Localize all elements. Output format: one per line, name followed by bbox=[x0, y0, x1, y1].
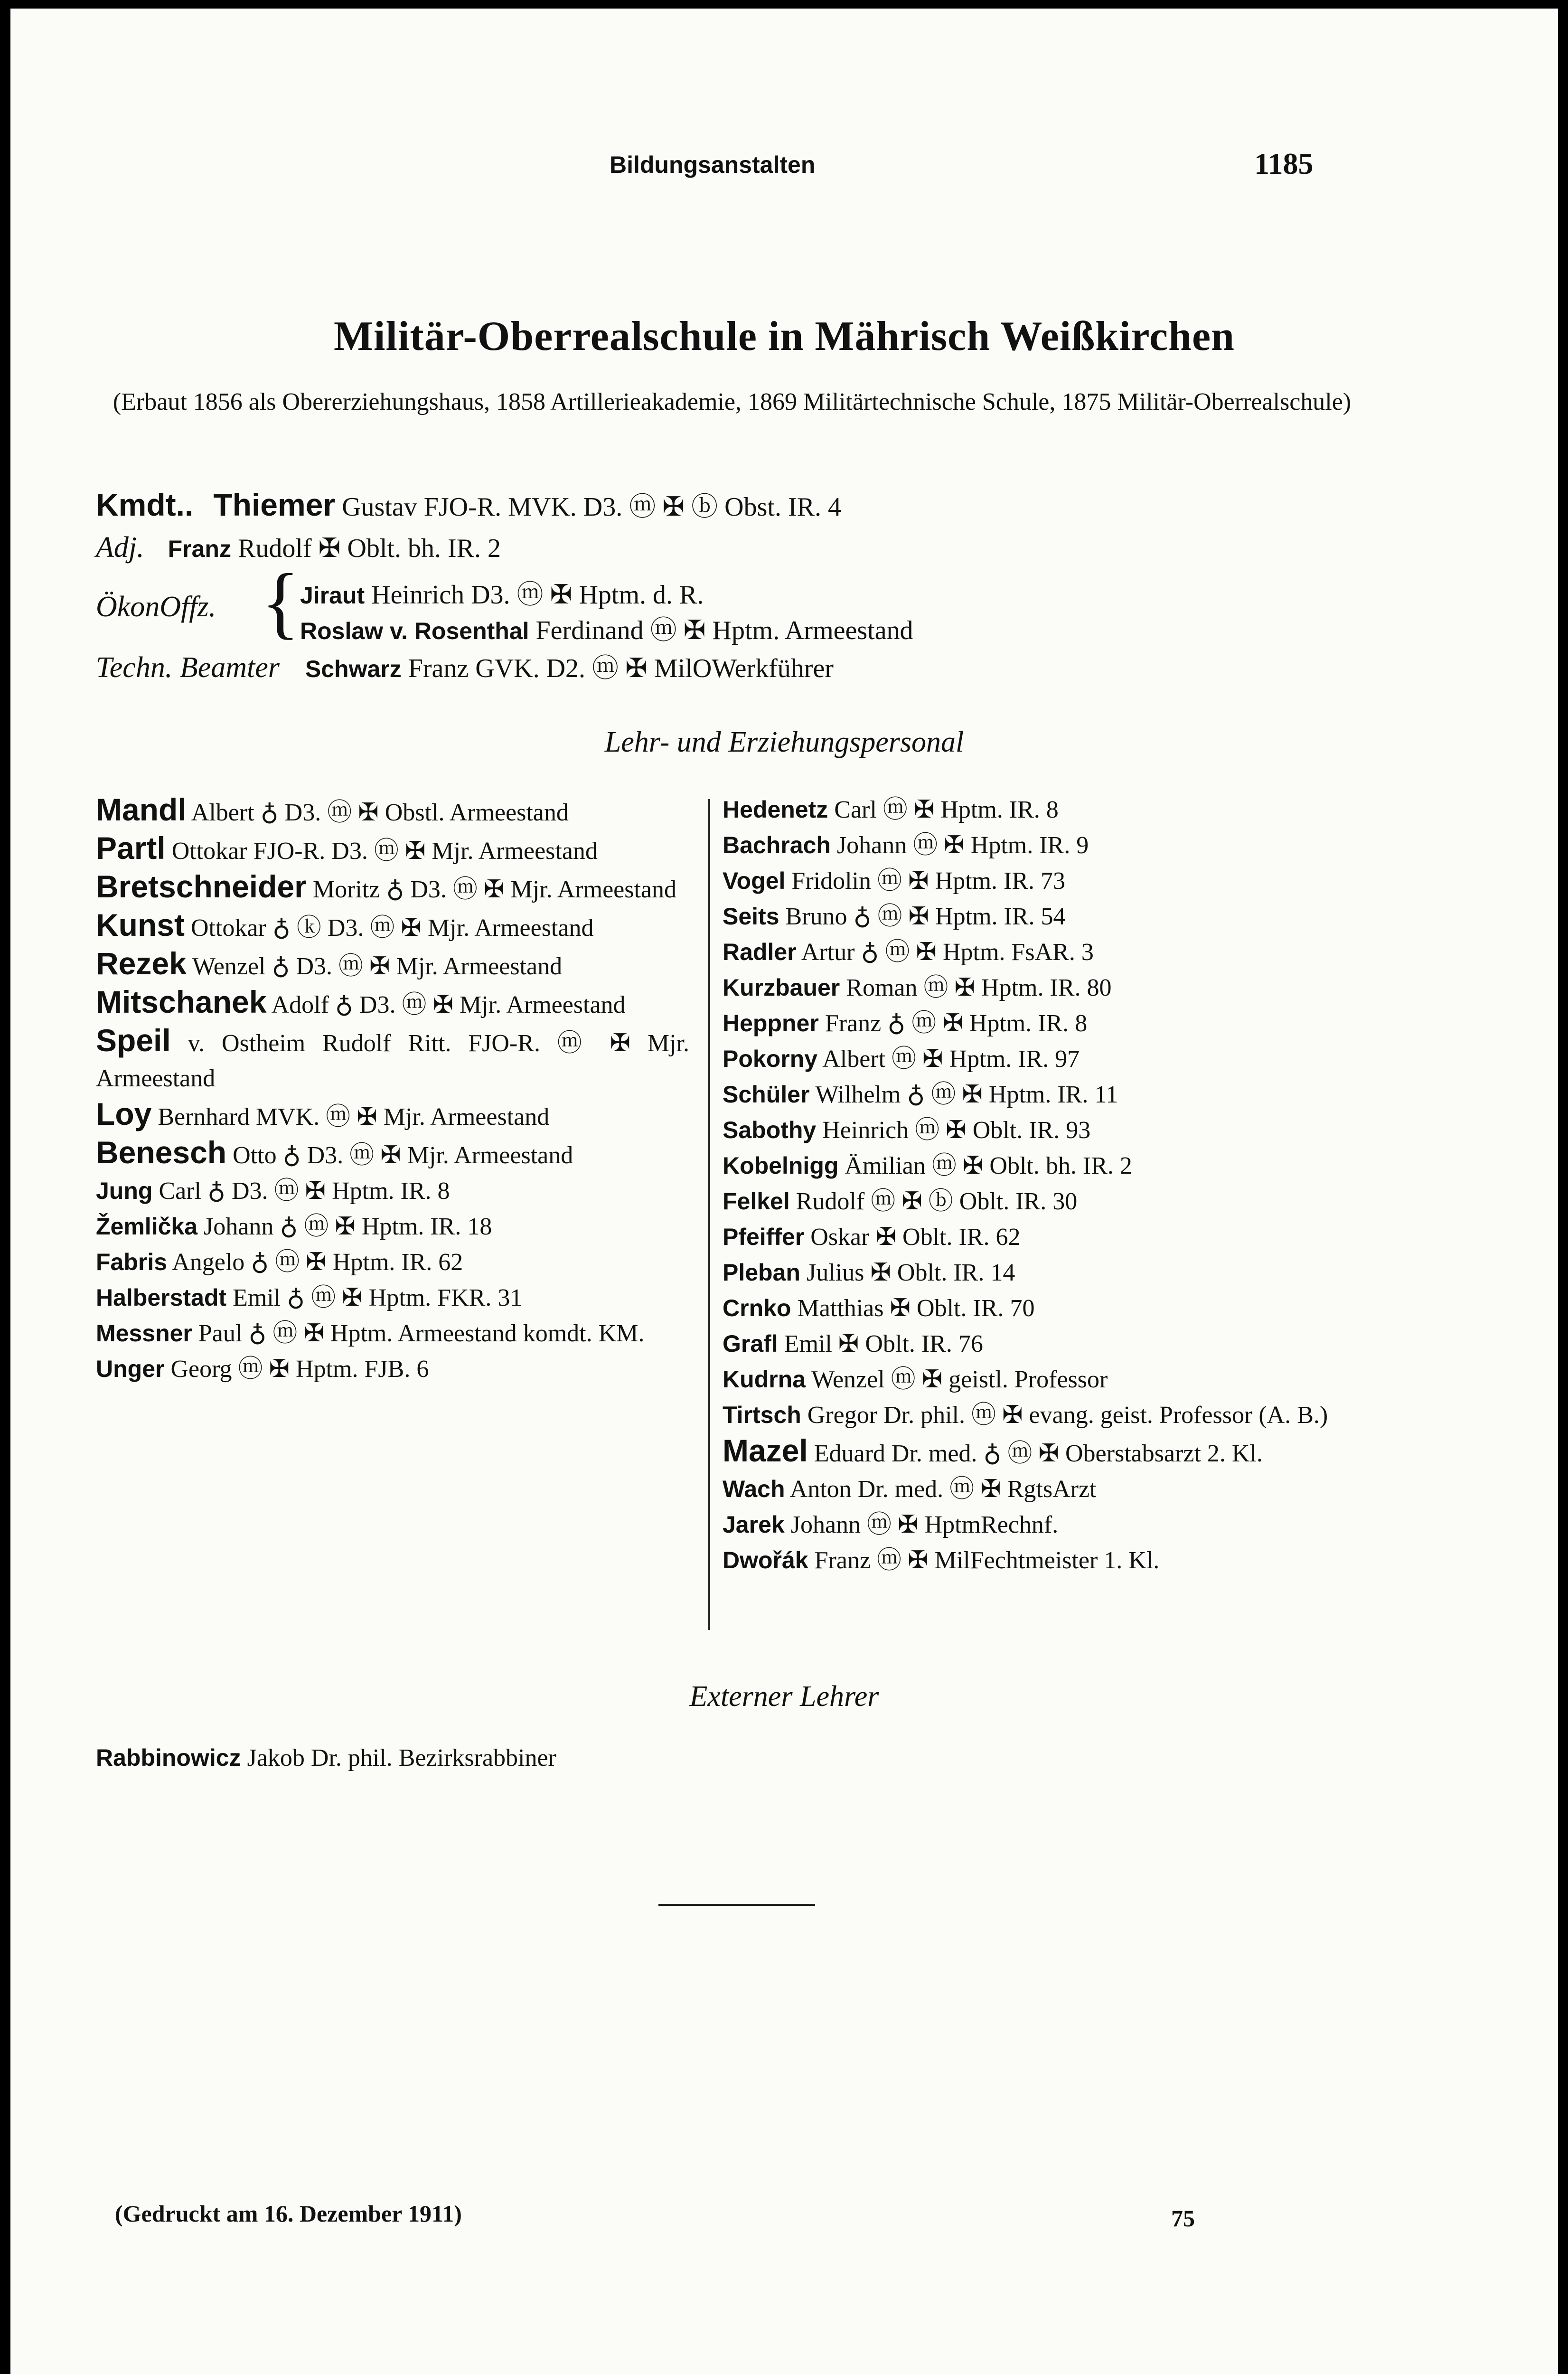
staff-name: Schwarz bbox=[305, 656, 402, 682]
entry-name: Hedenetz bbox=[723, 796, 828, 823]
list-item bbox=[723, 934, 1340, 970]
entry-name: Žemlička bbox=[96, 1213, 198, 1240]
entry-details: Ottokar FJO-R. D3. ⓜ ✠ Mjr. Armeestand bbox=[171, 838, 598, 865]
list-item bbox=[96, 1173, 689, 1209]
list-item bbox=[723, 1255, 1340, 1291]
staff-okon-label: ÖkonOffz. bbox=[96, 591, 216, 623]
entry-name: Kunst bbox=[96, 907, 185, 942]
entry-name: Rabbinowicz bbox=[96, 1744, 241, 1771]
right-column bbox=[723, 792, 1340, 1578]
list-item bbox=[96, 1209, 689, 1244]
list-item bbox=[96, 1280, 689, 1316]
entry-details: Wenzel ⓜ ✠ geistl. Professor bbox=[811, 1366, 1108, 1393]
list-item bbox=[96, 1351, 689, 1387]
page-number: 1185 bbox=[1254, 147, 1314, 180]
list-item bbox=[723, 1362, 1340, 1397]
entry-details: Ämilian ⓜ ✠ Oblt. bh. IR. 2 bbox=[845, 1152, 1132, 1179]
entry-name: Halberstadt bbox=[96, 1284, 227, 1311]
entry-name: Loy bbox=[96, 1096, 152, 1131]
list-item bbox=[723, 1291, 1340, 1326]
entry-name: Mandl bbox=[96, 792, 187, 827]
entry-name: Seits bbox=[723, 903, 779, 930]
entry-name: Mazel bbox=[723, 1433, 808, 1468]
staff-techn bbox=[96, 647, 834, 685]
entry-name: Rezek bbox=[96, 946, 187, 981]
list-item bbox=[723, 1041, 1340, 1077]
entry-details: Wilhelm ♁ ⓜ ✠ Hptm. IR. 11 bbox=[815, 1081, 1118, 1108]
entry-details: Eduard Dr. med. ♁ ⓜ ✠ Oberstabsarzt 2. Kl. bbox=[814, 1440, 1263, 1467]
list-item bbox=[723, 1219, 1340, 1255]
list-item bbox=[96, 1023, 689, 1096]
entry-details: Heinrich ⓜ ✠ Oblt. IR. 93 bbox=[822, 1117, 1091, 1144]
entry-details: Johann ♁ ⓜ ✠ Hptm. IR. 18 bbox=[204, 1213, 492, 1240]
column-divider bbox=[708, 799, 710, 1630]
list-item bbox=[723, 1507, 1340, 1543]
entry-name: Radler bbox=[723, 939, 797, 965]
entry-details: Fridolin ⓜ ✠ Hptm. IR. 73 bbox=[791, 867, 1066, 895]
entry-details: Moritz ♁ D3. ⓜ ✠ Mjr. Armeestand bbox=[312, 876, 676, 903]
entry-name: Speil bbox=[96, 1023, 171, 1058]
entry-name: Unger bbox=[96, 1356, 165, 1382]
entry-name: Partl bbox=[96, 830, 166, 866]
entry-details: Albert ♁ D3. ⓜ ✠ Obstl. Armeestand bbox=[191, 799, 569, 826]
left-column bbox=[96, 792, 689, 1387]
list-item bbox=[96, 1244, 689, 1280]
entry-name: Sabothy bbox=[723, 1117, 817, 1143]
list-item bbox=[723, 970, 1340, 1006]
entry-details: Franz ⓜ ✠ MilFechtmeister 1. Kl. bbox=[814, 1547, 1160, 1574]
list-item bbox=[723, 863, 1340, 899]
separator-rule bbox=[658, 1904, 815, 1906]
external-teacher bbox=[96, 1744, 556, 1772]
entry-details: Ottokar ♁ ⓚ D3. ⓜ ✠ Mjr. Armeestand bbox=[190, 914, 594, 942]
list-item bbox=[723, 899, 1340, 934]
list-item bbox=[96, 1096, 689, 1135]
list-item bbox=[96, 946, 689, 984]
entry-name: Kurzbauer bbox=[723, 974, 840, 1001]
list-item bbox=[723, 792, 1340, 828]
list-item bbox=[96, 1316, 689, 1351]
entry-name: Heppner bbox=[723, 1010, 819, 1036]
section-heading-teachers: Lehr- und Erziehungspersonal bbox=[604, 726, 964, 758]
entry-details: Roman ⓜ ✠ Hptm. IR. 80 bbox=[846, 974, 1112, 1001]
entry-name: Pleban bbox=[723, 1259, 800, 1286]
entry-details: Angelo ♁ ⓜ ✠ Hptm. IR. 62 bbox=[172, 1249, 463, 1276]
entry-details: Otto ♁ D3. ⓜ ✠ Mjr. Armeestand bbox=[233, 1142, 573, 1169]
entry-name: Mitschanek bbox=[96, 984, 267, 1019]
entry-name: Grafl bbox=[723, 1330, 778, 1357]
staff-name: Roslaw v. Rosenthal bbox=[300, 618, 529, 644]
entry-name: Schüler bbox=[723, 1081, 810, 1108]
entry-details: Julius ✠ Oblt. IR. 14 bbox=[806, 1259, 1015, 1286]
entry-details: Oskar ✠ Oblt. IR. 62 bbox=[810, 1224, 1021, 1251]
entry-details: Bernhard MVK. ⓜ ✠ Mjr. Armeestand bbox=[158, 1103, 550, 1130]
entry-details: Franz ♁ ⓜ ✠ Hptm. IR. 8 bbox=[825, 1010, 1088, 1037]
entry-name: Bretschneider bbox=[96, 869, 307, 904]
entry-details: v. Ostheim Rudolf Ritt. FJO-R. ⓜ ✠ Mjr. Armeestand bbox=[96, 1030, 690, 1092]
list-item bbox=[96, 869, 689, 907]
list-item bbox=[723, 828, 1340, 863]
entry-name: Crnko bbox=[723, 1295, 791, 1321]
list-item bbox=[723, 1471, 1340, 1507]
entry-details: Georg ⓜ ✠ Hptm. FJB. 6 bbox=[170, 1356, 429, 1383]
brace: { bbox=[261, 557, 300, 647]
section-heading-external: Externer Lehrer bbox=[689, 1680, 879, 1713]
running-title: Bildungsanstalten bbox=[610, 151, 816, 178]
entry-details: Artur ♁ ⓜ ✠ Hptm. FsAR. 3 bbox=[801, 939, 1094, 966]
entry-details: Carl ♁ D3. ⓜ ✠ Hptm. IR. 8 bbox=[159, 1178, 450, 1205]
entry-name: Jung bbox=[96, 1178, 153, 1204]
list-item bbox=[96, 1135, 689, 1173]
entry-details: Adolf ♁ D3. ⓜ ✠ Mjr. Armeestand bbox=[271, 991, 626, 1018]
staff-label: Kmdt.. bbox=[96, 487, 194, 522]
entry-name: Messner bbox=[96, 1320, 192, 1347]
staff-okon-2 bbox=[300, 609, 913, 647]
list-item bbox=[96, 830, 689, 869]
staff-name: Franz bbox=[168, 536, 231, 562]
entry-name: Fabris bbox=[96, 1249, 168, 1275]
staff-rest: Ferdinand ⓜ ✠ Hptm. Armeestand bbox=[535, 616, 913, 645]
sheet-number: 75 bbox=[1171, 2205, 1195, 2232]
entry-details: Paul ♁ ⓜ ✠ Hptm. Armeestand komdt. KM. bbox=[198, 1320, 645, 1347]
entry-details: Matthias ✠ Oblt. IR. 70 bbox=[797, 1295, 1035, 1322]
entry-details: Johann ⓜ ✠ Hptm. IR. 9 bbox=[836, 832, 1089, 859]
entry-details: Albert ⓜ ✠ Hptm. IR. 97 bbox=[822, 1046, 1080, 1073]
list-item bbox=[723, 1112, 1340, 1148]
list-item bbox=[723, 1077, 1340, 1112]
entry-name: Kobelnigg bbox=[723, 1152, 839, 1179]
entry-details: Emil ✠ Oblt. IR. 76 bbox=[784, 1330, 983, 1357]
list-item bbox=[723, 1184, 1340, 1219]
staff-label: Adj. bbox=[96, 531, 144, 564]
list-item bbox=[723, 1326, 1340, 1362]
entry-name: Pokorny bbox=[723, 1046, 818, 1072]
entry-name: Jarek bbox=[723, 1511, 785, 1538]
staff-rest: Rudolf ✠ Oblt. bh. IR. 2 bbox=[237, 534, 501, 563]
staff-rest: Franz GVK. D2. ⓜ ✠ MilOWerkführer bbox=[408, 654, 834, 683]
list-item bbox=[96, 984, 689, 1023]
entry-details: Carl ⓜ ✠ Hptm. IR. 8 bbox=[834, 796, 1059, 823]
entry-details: Anton Dr. med. ⓜ ✠ RgtsArzt bbox=[789, 1476, 1097, 1503]
entry-name: Pfeiffer bbox=[723, 1224, 805, 1250]
list-item bbox=[723, 1006, 1340, 1041]
entry-name: Felkel bbox=[723, 1188, 790, 1215]
staff-kmdt bbox=[96, 486, 841, 524]
list-item bbox=[96, 792, 689, 830]
staff-okon-1 bbox=[300, 574, 704, 612]
print-date: (Gedruckt am 16. Dezember 1911) bbox=[115, 2200, 462, 2227]
entry-details: Gregor Dr. phil. ⓜ ✠ evang. geist. Professor (A. B.) bbox=[807, 1402, 1328, 1429]
entry-details: Wenzel ♁ D3. ⓜ ✠ Mjr. Armeestand bbox=[192, 953, 563, 980]
list-item bbox=[723, 1397, 1340, 1433]
entry-name: Bachrach bbox=[723, 832, 831, 858]
entry-name: Kudrna bbox=[723, 1366, 806, 1393]
staff-name: Jiraut bbox=[300, 582, 365, 609]
list-item bbox=[723, 1543, 1340, 1578]
entry-details: Jakob Dr. phil. Bezirksrabbiner bbox=[247, 1744, 556, 1771]
entry-details: Johann ⓜ ✠ HptmRechnf. bbox=[790, 1511, 1059, 1538]
page-subtitle: (Erbaut 1856 als Obererziehungshaus, 1858 Artillerieakademie, 1869 Militärtechnische Schule, 1875 Militär-Oberrealschule) bbox=[113, 388, 1352, 415]
list-item bbox=[723, 1148, 1340, 1184]
staff-label: Techn. Beamter bbox=[96, 651, 280, 684]
entry-name: Vogel bbox=[723, 867, 786, 894]
list-item bbox=[96, 907, 689, 946]
entry-details: Emil ♁ ⓜ ✠ Hptm. FKR. 31 bbox=[233, 1284, 523, 1311]
staff-rest: Heinrich D3. ⓜ ✠ Hptm. d. R. bbox=[371, 580, 704, 610]
entry-name: Wach bbox=[723, 1476, 785, 1502]
staff-name: Thiemer bbox=[213, 487, 336, 522]
document-page bbox=[10, 9, 1558, 2374]
page-title: Militär-Oberrealschule in Mährisch Weißkirchen bbox=[334, 313, 1235, 359]
entry-name: Tirtsch bbox=[723, 1402, 801, 1428]
entry-details: Bruno ♁ ⓜ ✠ Hptm. IR. 54 bbox=[785, 903, 1066, 930]
entry-name: Benesch bbox=[96, 1135, 227, 1170]
list-item bbox=[723, 1433, 1340, 1471]
staff-rest: Gustav FJO-R. MVK. D3. ⓜ ✠ ⓑ Obst. IR. 4 bbox=[342, 492, 841, 522]
entry-name: Dwořák bbox=[723, 1547, 808, 1573]
entry-details: Rudolf ⓜ ✠ ⓑ Oblt. IR. 30 bbox=[796, 1188, 1078, 1215]
